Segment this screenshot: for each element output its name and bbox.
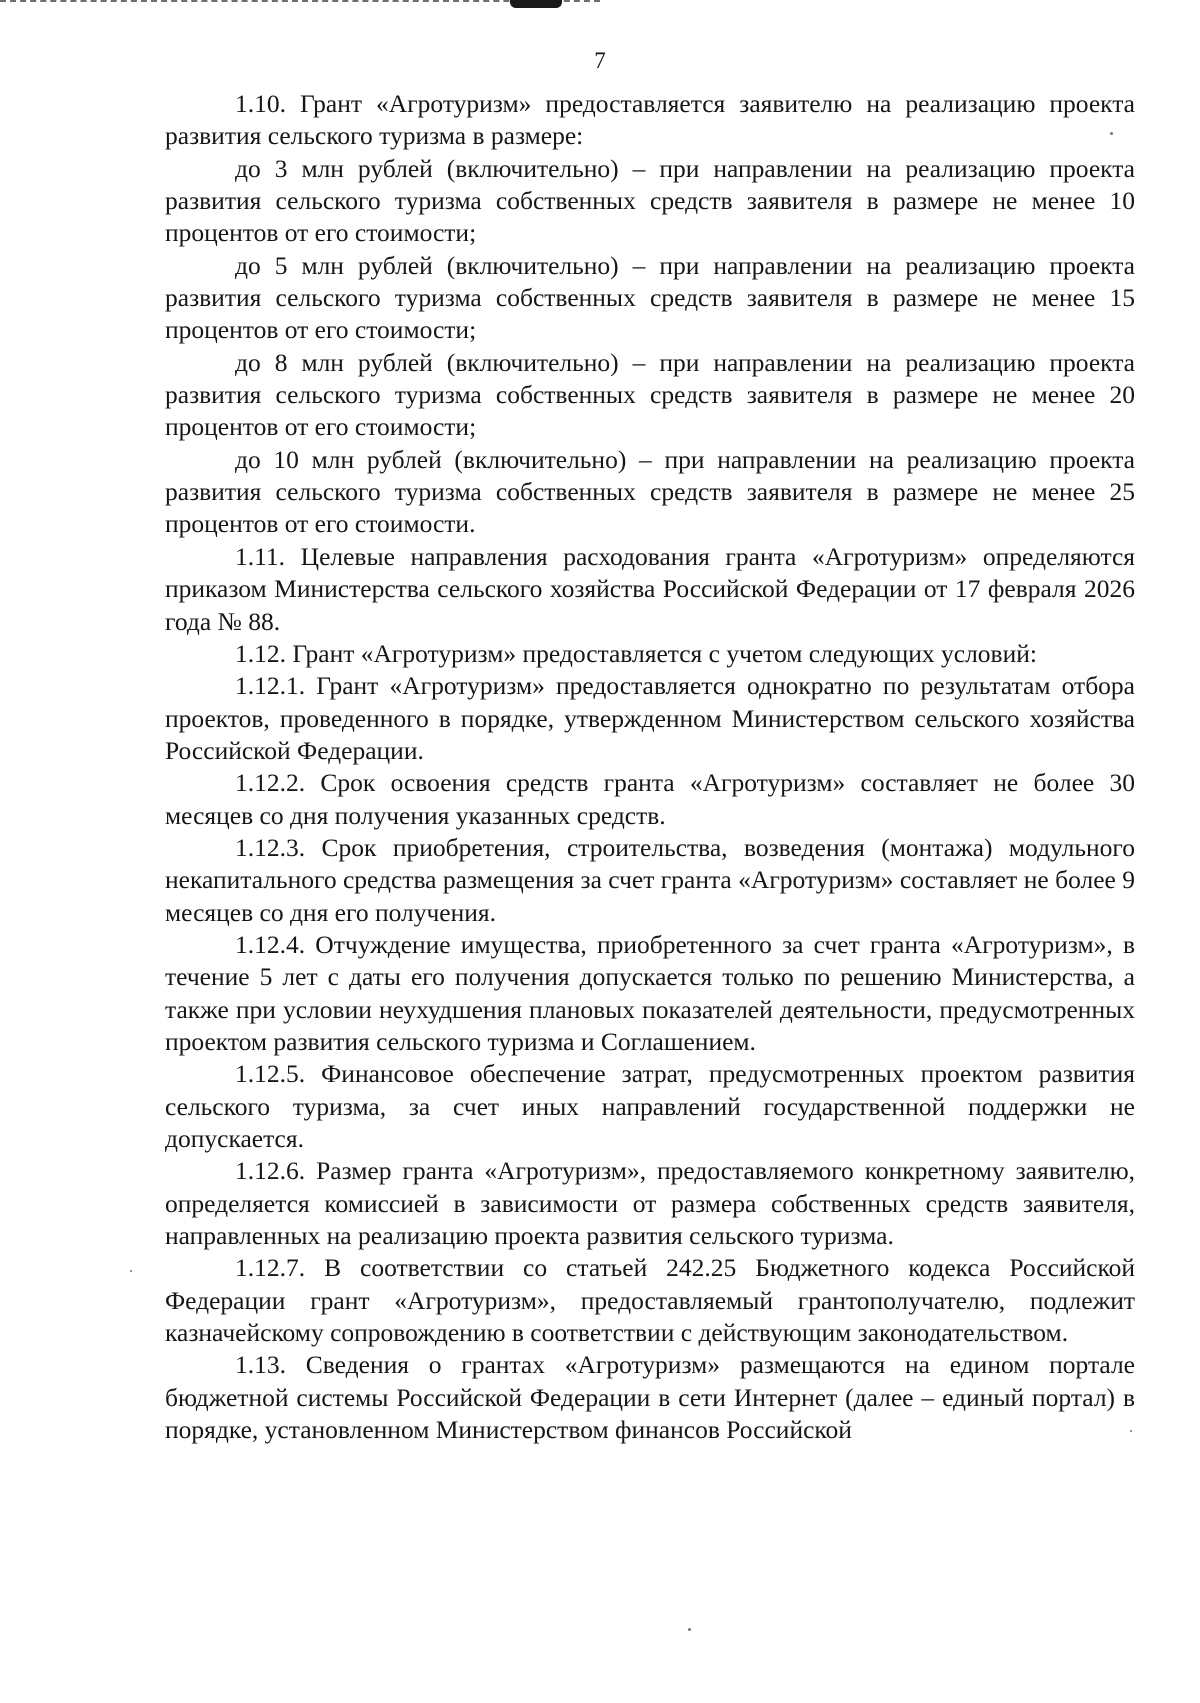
paragraph-tier-3mln: до 3 млн рублей (включительно) – при направлении на реализацию проекта развития сельского туризма собственных средств заявителя в размере не менее 10 процентов от его стоимости; bbox=[165, 153, 1135, 248]
scan-speck bbox=[688, 1628, 691, 1631]
paragraph-1-12-7: 1.12.7. В соответствии со статьей 242.25 Бюджетного кодекса Российской Федерации грант «Агротуризм», предоставляемый грантополучателю, подлежит казначейскому сопровождению в соответствии с действующим законодательством. bbox=[165, 1253, 1135, 1348]
paragraph-tier-5mln: до 5 млн рублей (включительно) – при направлении на реализацию проекта развития сельского туризма собственных средств заявителя в размере не менее 15 процентов от его стоимости; bbox=[165, 250, 1135, 345]
paragraph-1-13: 1.13. Сведения о грантах «Агротуризм» размещаются на едином портале бюджетной системы Российской Федерации в сети Интернет (далее – единый портал) в порядке, установленном Министерством финансов Российской bbox=[165, 1350, 1135, 1445]
document-body bbox=[165, 88, 1135, 1446]
paragraph-1-12-3: 1.12.3. Срок приобретения, строительства, возведения (монтажа) модульного некапитального средства размещения за счет гранта «Агротуризм» составляет не более 9 месяцев со дня его получения. bbox=[165, 832, 1135, 927]
page-number: 7 bbox=[594, 48, 606, 73]
paragraph-1-10: 1.10. Грант «Агротуризм» предоставляется заявителю на реализацию проекта развития сельского туризма в размере: bbox=[165, 89, 1135, 151]
scan-speck bbox=[130, 1270, 132, 1272]
paragraph-1-12-1: 1.12.1. Грант «Агротуризм» предоставляется однократно по результатам отбора проектов, проведенного в порядке, утвержденном Министерством сельского хозяйства Российской Федерации. bbox=[165, 671, 1135, 765]
paragraph-1-11: 1.11. Целевые направления расходования гранта «Агротуризм» определяются приказом Министерства сельского хозяйства Российской Федерации от 17 февраля 2026 года № 88. bbox=[165, 541, 1135, 636]
paragraph-1-12-4: 1.12.4. Отчуждение имущества, приобретенного за счет гранта «Агротуризм», в течение 5 лет с даты его получения допускается только по решению Министерства, а также при условии неухудшения плановых показателей деятельности, предусмотренных проектом развития сельского туризма и Соглашением. bbox=[165, 929, 1135, 1056]
paragraph-tier-8mln: до 8 млн рублей (включительно) – при направлении на реализацию проекта развития сельского туризма собственных средств заявителя в размере не менее 20 процентов от его стоимости; bbox=[165, 347, 1135, 442]
scan-speck bbox=[1110, 132, 1113, 135]
scan-speck bbox=[1130, 1430, 1132, 1432]
paragraph-1-12-5: 1.12.5. Финансовое обеспечение затрат, предусмотренных проектом развития сельского туризма, за счет иных направлений государственной поддержки не допускается. bbox=[165, 1059, 1135, 1153]
paragraph-1-12-2: 1.12.2. Срок освоения средств гранта «Агротуризм» составляет не более 30 месяцев со дня получения указанных средств. bbox=[165, 768, 1135, 830]
paragraph-tier-10mln: до 10 млн рублей (включительно) – при направлении на реализацию проекта развития сельского туризма собственных средств заявителя в размере не менее 25 процентов от его стоимости. bbox=[165, 444, 1135, 539]
paragraph-1-12: 1.12. Грант «Агротуризм» предоставляется с учетом следующих условий: bbox=[235, 638, 1037, 668]
scan-mark bbox=[510, 0, 562, 8]
paragraph-1-12-6: 1.12.6. Размер гранта «Агротуризм», предоставляемого конкретному заявителю, определяется комиссией в зависимости от размера собственных средств заявителя, направленных на реализацию проекта развития сельского туризма. bbox=[165, 1156, 1135, 1251]
